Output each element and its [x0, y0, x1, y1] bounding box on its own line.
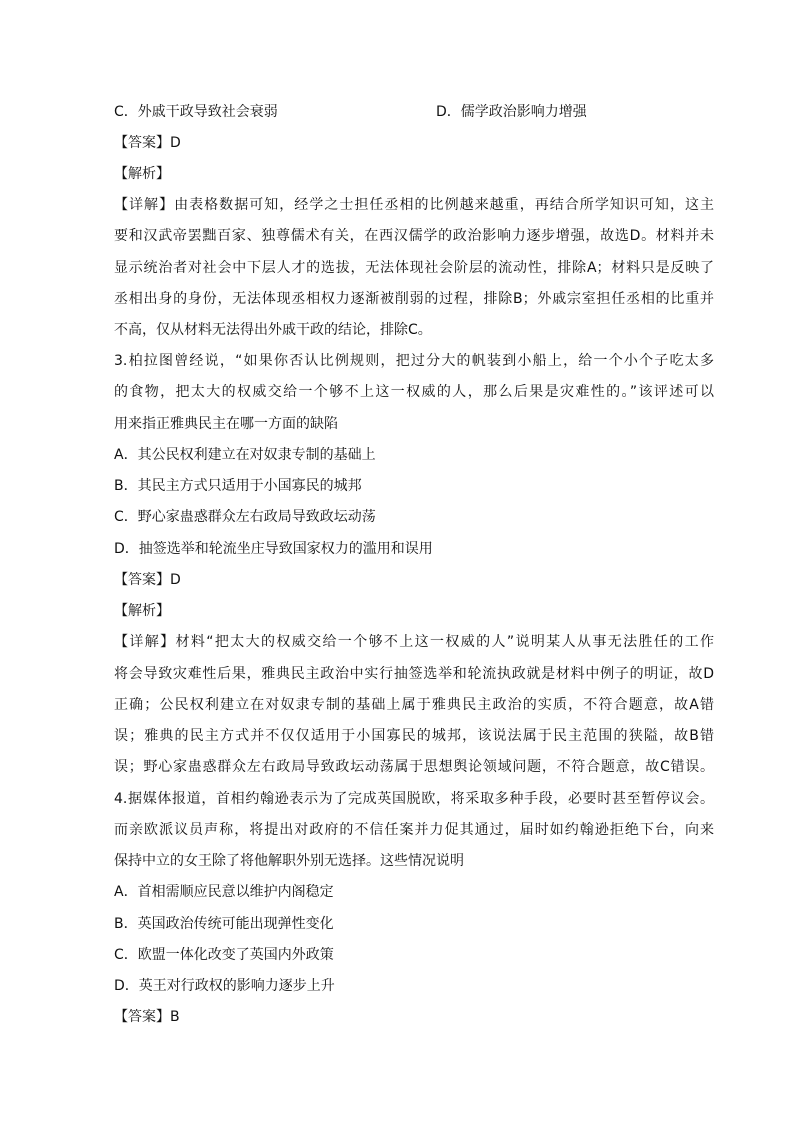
q2-option-c: C．外戚干政导致社会衰弱 — [114, 104, 278, 120]
q3-stem-line: 3.柏拉图曾经说，“如果你否认比例规则，把过分大的帆装到小船上，给一个小个子吃太多 — [114, 353, 714, 369]
q2-detail-line: 【详解】由表格数据可知，经学之士担任丞相的比例越来越重，再结合所学知识可知，这主 — [114, 197, 714, 213]
q3-answer: 【答案】D — [114, 572, 181, 588]
q3-stem-line: 用来指正雅典民主在哪一方面的缺陷 — [114, 416, 338, 432]
q4-stem-line: 而亲欧派议员声称，将提出对政府的不信任案并力促其通过，届时如约翰逊拒绝下台，向来 — [114, 822, 714, 838]
q3-detail-line: 误；野心家蛊惑群众左右政局导致政坛动荡属于思想舆论领域问题，不符合题意，故C错误。 — [114, 759, 714, 775]
q4-stem-line: 4.据媒体报道，首相约翰逊表示为了完成英国脱欧，将采取多种手段，必要时甚至暂停议会。 — [114, 791, 714, 807]
q2-detail-line: 要和汉武帝罢黜百家、独尊儒术有关，在西汉儒学的政治影响力逐步增强，故选D。材料并未 — [114, 228, 714, 244]
q3-analysis-label: 【解析】 — [114, 603, 170, 619]
q4-answer: 【答案】B — [114, 1009, 180, 1025]
q3-option-b: B．其民主方式只适用于小国寡民的城邦 — [114, 478, 362, 494]
q2-detail-line: 显示统治者对社会中下层人才的选拔，无法体现社会阶层的流动性，排除A；材料只是反映了 — [114, 260, 714, 276]
q2-option-d: D．儒学政治影响力增强 — [436, 104, 587, 120]
q3-detail-line: 正确；公民权利建立在对奴隶专制的基础上属于雅典民主政治的实质，不符合题意，故A错 — [114, 697, 714, 713]
q4-option-d: D．英王对行政权的影响力逐步上升 — [114, 978, 335, 994]
q3-option-a: A．其公民权利建立在对奴隶专制的基础上 — [114, 447, 376, 463]
q4-option-c: C．欧盟一体化改变了英国内外政策 — [114, 947, 334, 963]
q3-option-c: C．野心家蛊惑群众左右政局导致政坛动荡 — [114, 509, 376, 525]
q2-detail-line: 丞相出身的身份，无法体现丞相权力逐渐被削弱的过程，排除B；外戚宗室担任丞相的比重并 — [114, 291, 714, 307]
q3-option-d: D．抽签选举和轮流坐庄导致国家权力的滥用和误用 — [114, 541, 433, 557]
q4-stem-line: 保持中立的女王除了将他解职外别无选择。这些情况说明 — [114, 853, 464, 869]
q4-option-b: B．英国政治传统可能出现弹性变化 — [114, 916, 334, 932]
q3-detail-line: 将会导致灾难性后果，雅典民主政治中实行抽签选举和轮流执政就是材料中例子的明证，故D — [114, 666, 714, 682]
q4-option-a: A．首相需顺应民意以维护内阁稳定 — [114, 884, 334, 900]
q3-detail-line: 误；雅典的民主方式并不仅仅适用于小国寡民的城邦，该说法属于民主范围的狭隘，故B错 — [114, 728, 714, 744]
q2-detail-line: 不高，仅从材料无法得出外戚干政的结论，排除C。 — [114, 322, 432, 338]
q2-answer: 【答案】D — [114, 135, 181, 151]
q3-stem-line: 的食物，把太大的权威交给一个够不上这一权威的人，那么后果是灾难性的。”该评述可以 — [114, 384, 714, 400]
q2-analysis-label: 【解析】 — [114, 166, 170, 182]
q3-detail-line: 【详解】材料“把太大的权威交给一个够不上这一权威的人”说明某人从事无法胜任的工作 — [114, 634, 714, 650]
